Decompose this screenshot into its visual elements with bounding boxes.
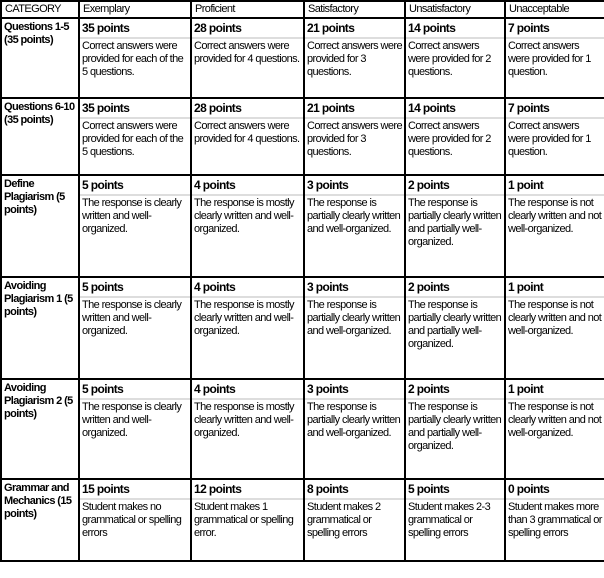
criteria-description: Student makes more than 3 grammatical or spelling errors [508, 501, 602, 539]
points-label: 15 points [80, 480, 190, 500]
rubric-cell [191, 18, 304, 98]
points-label: 5 points [80, 380, 190, 400]
table-row [1, 379, 604, 479]
criteria-description: Correct answers were provided for 1 question. [508, 40, 591, 78]
points-label: 28 points [192, 99, 303, 119]
criteria-description: Correct answers were provided for each of the 5 questions. [82, 40, 184, 78]
rubric-cell [79, 98, 191, 175]
category-cell: Questions 1-5 (35 points) [1, 18, 79, 98]
rubric-cell [79, 379, 191, 479]
rubric-cell [405, 175, 505, 277]
table-row [1, 277, 604, 379]
points-label: 28 points [192, 19, 303, 39]
points-label: 14 points [406, 99, 504, 119]
category-cell: Grammar and Mechanics (15 points) [1, 479, 79, 561]
criteria-description: The response is mostly clearly written and well-organized. [194, 299, 294, 337]
category-cell: Define Plagiarism (5 points) [1, 175, 79, 277]
points-label: 3 points [305, 176, 404, 196]
header-category: CATEGORY [1, 1, 79, 18]
points-label: 21 points [305, 99, 404, 119]
header-unsatisfactory: Unsatisfactory [405, 1, 505, 18]
criteria-description: Correct answers were provided for 1 question. [508, 120, 591, 158]
rubric-cell [79, 175, 191, 277]
criteria-description: The response is partially clearly written and well-organized. [307, 197, 401, 235]
header-row [1, 1, 604, 18]
points-label: 1 point [506, 176, 604, 196]
points-label: 8 points [305, 480, 404, 500]
points-label: 14 points [406, 19, 504, 39]
criteria-description: Correct answers were provided for 4 questions. [194, 40, 300, 65]
criteria-description: Student makes no grammatical or spelling errors [82, 501, 182, 539]
criteria-description: The response is mostly clearly written and well-organized. [194, 197, 294, 235]
points-label: 5 points [80, 176, 190, 196]
criteria-description: Correct answers were provided for 2 questions. [408, 120, 491, 158]
criteria-description: The response is clearly written and well-organized. [82, 401, 182, 439]
points-label: 5 points [406, 480, 504, 500]
points-label: 4 points [192, 380, 303, 400]
points-label: 35 points [80, 19, 190, 39]
criteria-description: The response is clearly written and well-organized. [82, 299, 182, 337]
points-label: 3 points [305, 278, 404, 298]
rubric-cell [505, 379, 604, 479]
table-row [1, 479, 604, 561]
rubric-cell [405, 18, 505, 98]
table-row [1, 98, 604, 175]
rubric-cell [191, 379, 304, 479]
points-label: 4 points [192, 176, 303, 196]
criteria-description: Student makes 2-3 grammatical or spelling errors [408, 501, 491, 539]
criteria-description: The response is partially clearly written and partially well-organized. [408, 299, 502, 350]
rubric-cell [304, 18, 405, 98]
table-row [1, 175, 604, 277]
criteria-description: Student makes 2 grammatical or spelling errors [307, 501, 381, 539]
rubric-cell [191, 98, 304, 175]
rubric-cell [505, 98, 604, 175]
rubric-cell [505, 277, 604, 379]
criteria-description: The response is not clearly written and not well-organized. [508, 401, 602, 439]
rubric-cell [304, 479, 405, 561]
points-label: 21 points [305, 19, 404, 39]
points-label: 1 point [506, 278, 604, 298]
criteria-description: Student makes 1 grammatical or spelling error. [194, 501, 294, 539]
rubric-cell [405, 98, 505, 175]
points-label: 2 points [406, 278, 504, 298]
points-label: 2 points [406, 176, 504, 196]
points-label: 1 point [506, 380, 604, 400]
criteria-description: Correct answers were provided for each of the 5 questions. [82, 120, 184, 158]
criteria-description: Correct answers were provided for 4 questions. [194, 120, 300, 145]
rubric-cell [304, 277, 405, 379]
points-label: 3 points [305, 380, 404, 400]
rubric-cell [505, 18, 604, 98]
rubric-cell [79, 18, 191, 98]
criteria-description: The response is partially clearly written and well-organized. [307, 299, 401, 337]
points-label: 2 points [406, 380, 504, 400]
category-cell: Avoiding Plagiarism 1 (5 points) [1, 277, 79, 379]
header-unacceptable: Unacceptable [505, 1, 604, 18]
criteria-description: The response is clearly written and well-organized. [82, 197, 182, 235]
category-cell: Questions 6-10 (35 points) [1, 98, 79, 175]
rubric-cell [79, 277, 191, 379]
rubric-cell [505, 479, 604, 561]
header-proficient: Proficient [191, 1, 304, 18]
criteria-description: The response is not clearly written and not well-organized. [508, 197, 602, 235]
header-satisfactory: Satisfactory [304, 1, 405, 18]
criteria-description: The response is partially clearly written and partially well-organized. [408, 197, 502, 248]
rubric-cell [304, 379, 405, 479]
criteria-description: Correct answers were provided for 3 questions. [307, 40, 402, 78]
criteria-description: The response is partially clearly written and well-organized. [307, 401, 401, 439]
points-label: 0 points [506, 480, 604, 500]
criteria-description: Correct answers were provided for 3 questions. [307, 120, 402, 158]
criteria-description: The response is partially clearly written and partially well-organized. [408, 401, 502, 452]
points-label: 5 points [80, 278, 190, 298]
criteria-description: The response is mostly clearly written and well-organized. [194, 401, 294, 439]
points-label: 4 points [192, 278, 303, 298]
category-cell: Avoiding Plagiarism 2 (5 points) [1, 379, 79, 479]
points-label: 7 points [506, 99, 604, 119]
points-label: 7 points [506, 19, 604, 39]
header-exemplary: Exemplary [79, 1, 191, 18]
criteria-description: The response is not clearly written and not well-organized. [508, 299, 602, 337]
criteria-description: Correct answers were provided for 2 questions. [408, 40, 491, 78]
rubric-cell [405, 277, 505, 379]
rubric-cell [505, 175, 604, 277]
rubric-cell [191, 175, 304, 277]
table-row [1, 18, 604, 98]
rubric-cell [191, 277, 304, 379]
rubric-cell [304, 98, 405, 175]
rubric-cell [304, 175, 405, 277]
points-label: 12 points [192, 480, 303, 500]
rubric-cell [405, 479, 505, 561]
rubric-cell [191, 479, 304, 561]
rubric-cell [405, 379, 505, 479]
rubric-cell [79, 479, 191, 561]
points-label: 35 points [80, 99, 190, 119]
